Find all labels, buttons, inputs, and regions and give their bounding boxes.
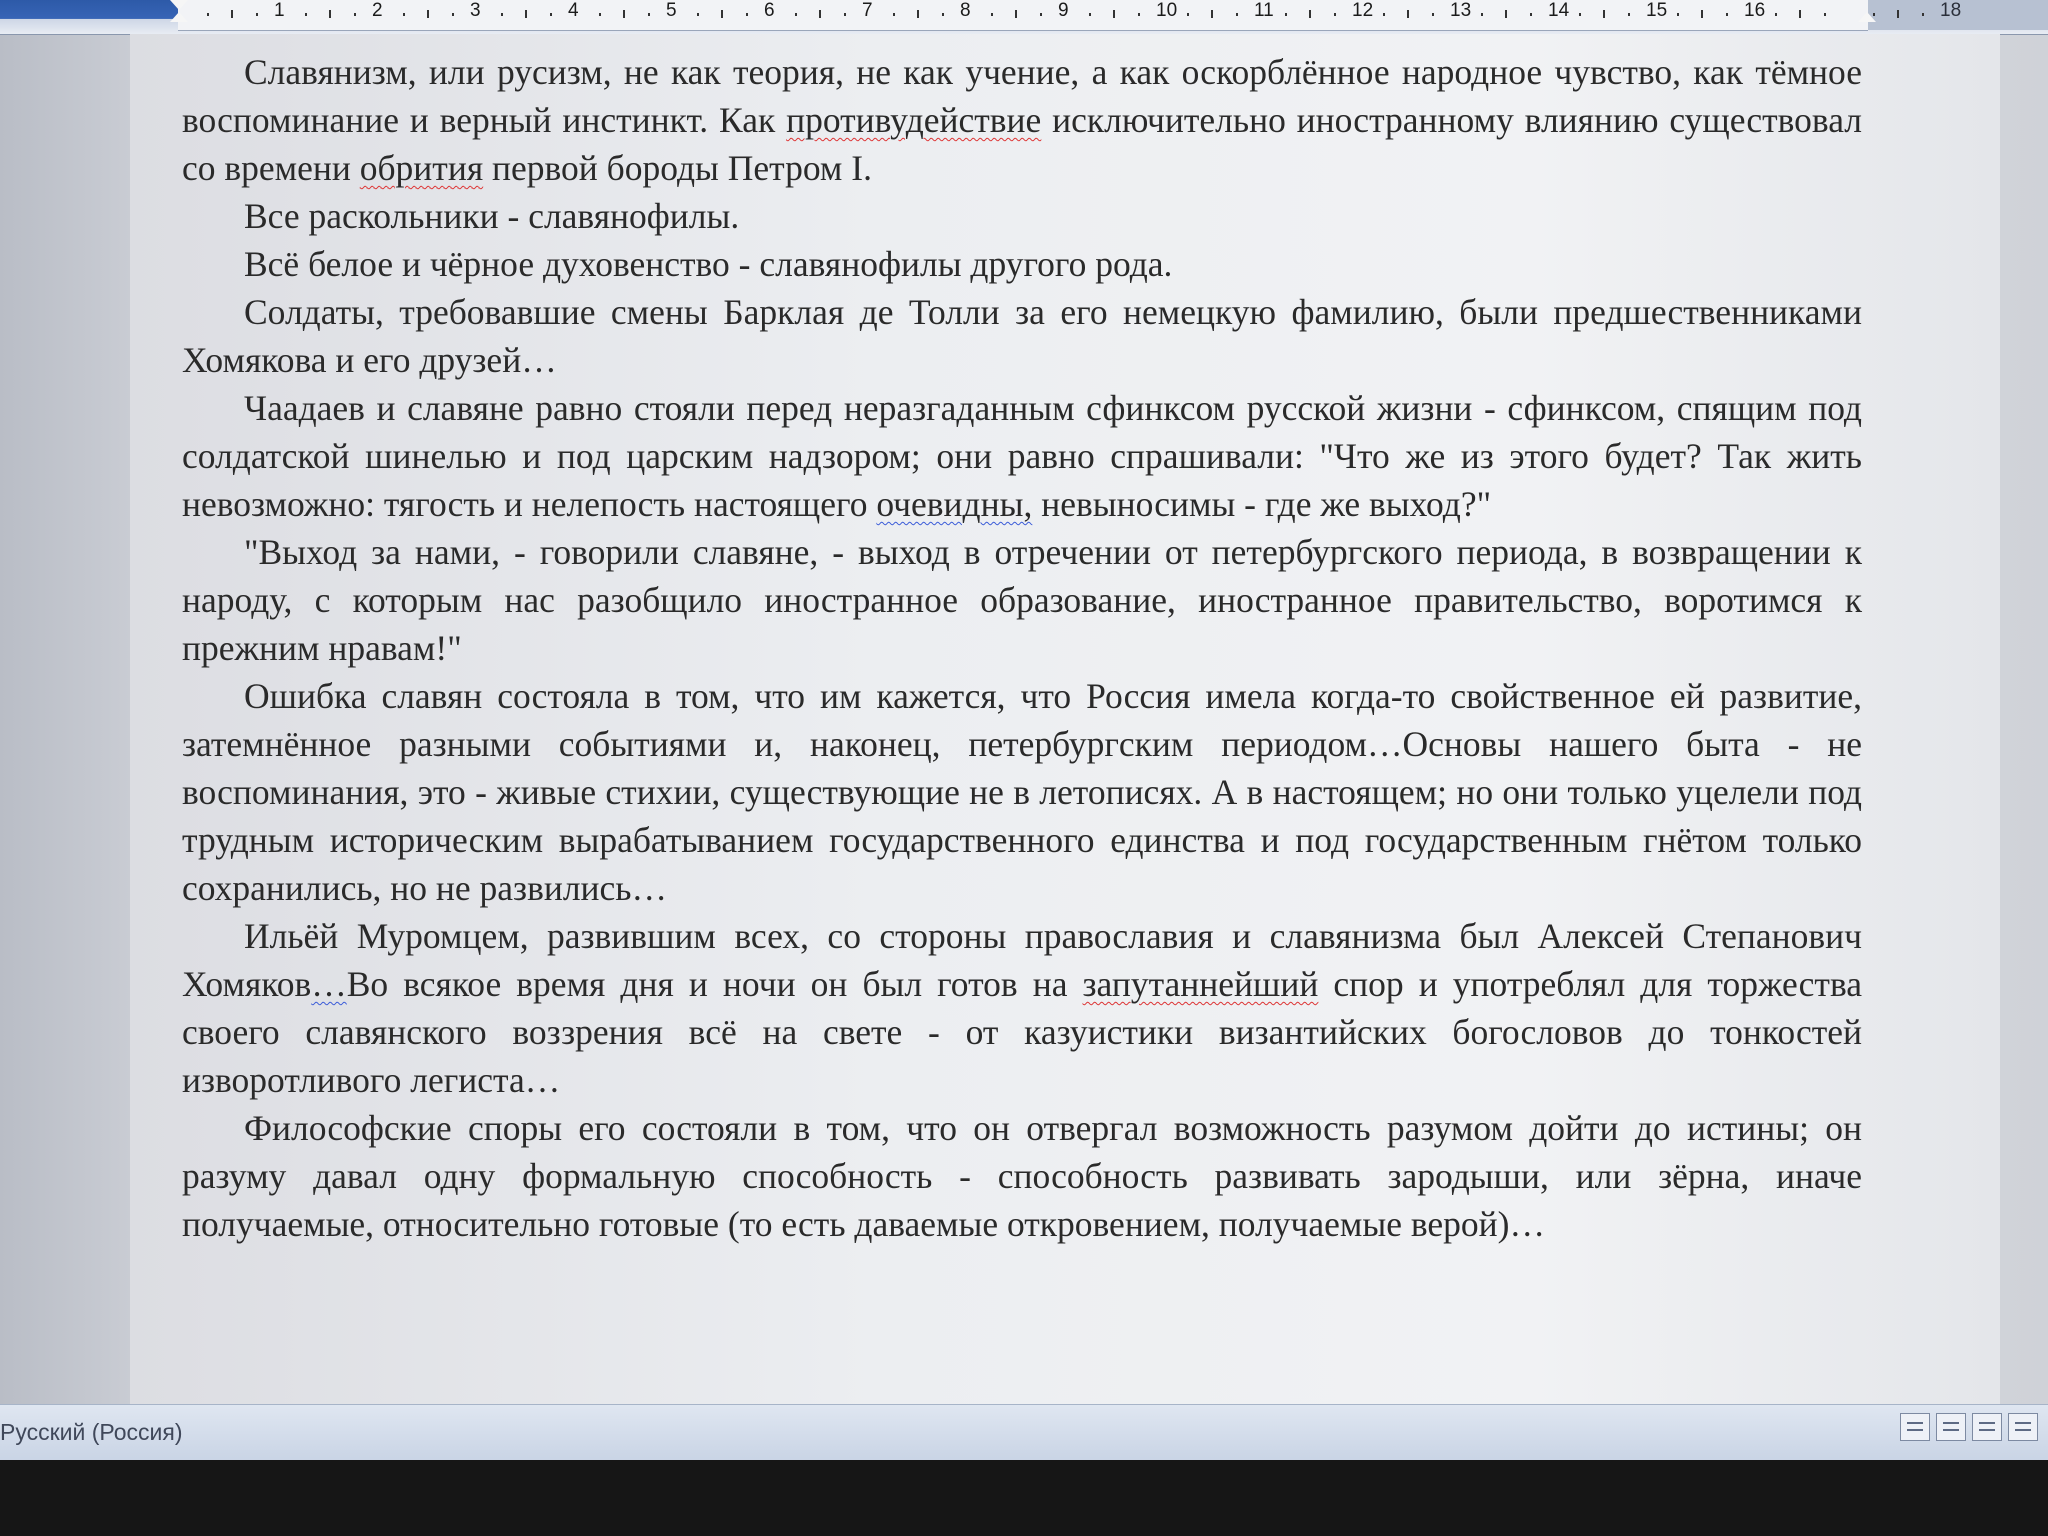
ruler-minor-tick xyxy=(1922,13,1924,16)
ruler-tick xyxy=(329,10,331,18)
ruler-tick xyxy=(1113,10,1115,18)
ruler-minor-tick xyxy=(1187,13,1189,16)
ruler-number: 6 xyxy=(764,0,775,21)
ruler-number: 3 xyxy=(470,0,481,21)
ruler-tick xyxy=(525,10,527,18)
text-run: Ильёй Муромцем, развившим всех, со стороны православия и славянизма был Алексей Степанович Хомяков xyxy=(182,916,1862,1004)
paragraph[interactable] xyxy=(182,192,1862,240)
ruler-minor-tick xyxy=(893,13,895,16)
ruler-minor-tick xyxy=(844,13,846,16)
paragraph[interactable] xyxy=(182,672,1862,912)
text-run: невыносимы - где же выход?" xyxy=(1032,484,1492,524)
web-layout-view-icon[interactable] xyxy=(1972,1413,2002,1441)
outline-view-icon[interactable] xyxy=(2008,1413,2038,1441)
text-run: спор и употреблял для торжества своего славянского воззрения всё на свете - от казуистики византийских богословов до тонкостей изворотливого легиста… xyxy=(182,964,1862,1100)
ruler-number: 8 xyxy=(960,0,971,21)
ruler-minor-tick xyxy=(501,13,503,16)
text-run: Философские споры его состояли в том, что он отвергал возможность разумом дойти до истины; он разуму давал одну формальную способность - способность развивать зародыши, или зёрна, иначе получаемые, относительно готовые (то есть даваемые откровением, получаемые верой)… xyxy=(182,1108,1862,1244)
hanging-indent-marker[interactable] xyxy=(170,12,188,22)
misspelled-word: запутаннейший xyxy=(1082,964,1319,1004)
ruler-tick xyxy=(1603,10,1605,18)
text-run: Все раскольники - славянофилы. xyxy=(244,196,740,236)
ruler-minor-tick xyxy=(648,13,650,16)
ruler-minor-tick xyxy=(1579,13,1581,16)
ruler-minor-tick xyxy=(207,13,209,16)
ruler-minor-tick xyxy=(1089,13,1091,16)
ruler-minor-tick xyxy=(452,13,454,16)
language-indicator[interactable]: Русский (Россия) xyxy=(0,1419,183,1445)
horizontal-ruler[interactable] xyxy=(0,0,2048,35)
ruler-tick xyxy=(819,10,821,18)
paragraph[interactable] xyxy=(182,1104,1862,1248)
ruler-number: 1 xyxy=(274,0,285,21)
text-run: Солдаты, требовавшие смены Барклая де Толли за его немецкую фамилию, были предшественниками Хомякова и его друзей… xyxy=(182,292,1862,380)
ruler-minor-tick xyxy=(403,13,405,16)
ruler-minor-tick xyxy=(1285,13,1287,16)
text-run: исключительно иностранному влиянию существовал со времени xyxy=(182,100,1862,188)
paragraph[interactable] xyxy=(182,384,1862,528)
ruler-tick xyxy=(721,10,723,18)
ruler-minor-tick xyxy=(1726,13,1728,16)
ruler-minor-tick xyxy=(1138,13,1140,16)
ruler-minor-tick xyxy=(991,13,993,16)
paragraph[interactable] xyxy=(182,912,1862,1104)
paragraph[interactable] xyxy=(182,528,1862,672)
ruler-minor-tick xyxy=(1040,13,1042,16)
ruler-tick xyxy=(917,10,919,18)
paragraph[interactable] xyxy=(182,240,1862,288)
ruler-minor-tick xyxy=(256,13,258,16)
ruler-minor-tick xyxy=(746,13,748,16)
ruler-number: 11 xyxy=(1254,0,1274,21)
ruler-tick xyxy=(1211,10,1213,18)
ruler-tick xyxy=(427,10,429,18)
ruler-tick xyxy=(1799,10,1801,18)
ruler-minor-tick xyxy=(354,13,356,16)
text-run: Ошибка славян состояла в том, что им кажется, что Россия имела когда-то свойственное ей развитие, затемнённое разными событиями и, наконец, петербургским периодом…Основы нашего быта - не воспоминания, это - живые стихии, существующие не в летописях. А в настоящем; но они только уцелели под трудным историческим вырабатыванием государственного единства и под государственным гнётом только сохранились, но не развились… xyxy=(182,676,1862,908)
ruler-number: 2 xyxy=(372,0,383,21)
ruler-minor-tick xyxy=(1628,13,1630,16)
ruler-minor-tick xyxy=(697,13,699,16)
ruler-tick xyxy=(1897,10,1899,18)
ruler-tick xyxy=(231,10,233,18)
print-layout-view-icon[interactable] xyxy=(1900,1413,1930,1441)
ruler-text-area xyxy=(178,0,1868,31)
ruler-number: 18 xyxy=(1940,0,1962,21)
ruler-tick xyxy=(1505,10,1507,18)
ruler-minor-tick xyxy=(795,13,797,16)
ruler-number: 16 xyxy=(1744,0,1766,21)
ruler-minor-tick xyxy=(1236,13,1238,16)
monitor-bezel xyxy=(0,1460,2048,1536)
misspelled-word: противудействие xyxy=(786,100,1042,140)
ruler-minor-tick xyxy=(1432,13,1434,16)
ruler-number: 10 xyxy=(1156,0,1178,21)
document-body[interactable] xyxy=(182,48,1862,1248)
ruler-number: 15 xyxy=(1646,0,1668,21)
ruler-number: 12 xyxy=(1352,0,1374,21)
text-run: Во всякое время дня и ночи он был готов на xyxy=(346,964,1083,1004)
ruler-number: 4 xyxy=(568,0,579,21)
ruler-tick xyxy=(1701,10,1703,18)
paragraph[interactable] xyxy=(182,48,1862,192)
ruler-minor-tick xyxy=(1530,13,1532,16)
ruler-tick xyxy=(1309,10,1311,18)
ruler-minor-tick xyxy=(942,13,944,16)
first-line-indent-marker[interactable] xyxy=(170,0,188,10)
ruler-tick xyxy=(1015,10,1017,18)
text-run: Чаадаев и славяне равно стояли перед неразгаданным сфинксом русской жизни - сфинксом, спящим под солдатской шинелью и под царским надзором; они равно спрашивали: "Что же из этого будет? Так жить невозможно: тягость и нелепость настоящего xyxy=(182,388,1862,524)
ruler-minor-tick xyxy=(550,13,552,16)
ruler-tick xyxy=(1407,10,1409,18)
text-run: "Выход за нами, - говорили славяне, - выход в отречении от петербургского периода, в возвращении к народу, с которым нас разобщило иностранное образование, иностранное правительство, воротимся к прежним нравам!" xyxy=(182,532,1862,668)
misspelled-word: очевидны, xyxy=(876,484,1033,524)
ruler-tick xyxy=(623,10,625,18)
text-run: Славянизм, или русизм, не как теория, не как учение, а как оскорблённое народное чувство, как тёмное воспоминание и верный инстинкт. Как xyxy=(182,52,1862,140)
status-bar xyxy=(0,1404,2048,1460)
ruler-minor-tick xyxy=(1775,13,1777,16)
ruler-minor-tick xyxy=(1873,13,1875,16)
misspelled-word: … xyxy=(311,964,347,1004)
ruler-number: 14 xyxy=(1548,0,1570,21)
ruler-number: 9 xyxy=(1058,0,1069,21)
ruler-number: 7 xyxy=(862,0,873,21)
text-run: первой бороды Петром I. xyxy=(483,148,872,188)
full-screen-reading-view-icon[interactable] xyxy=(1936,1413,1966,1441)
ruler-number: 5 xyxy=(666,0,677,21)
ruler-minor-tick xyxy=(599,13,601,16)
ruler-number: 13 xyxy=(1450,0,1472,21)
document-page[interactable] xyxy=(130,34,2000,1404)
paragraph[interactable] xyxy=(182,288,1862,384)
ruler-minor-tick xyxy=(1334,13,1336,16)
ruler-minor-tick xyxy=(1677,13,1679,16)
ruler-minor-tick xyxy=(305,13,307,16)
text-run: Всё белое и чёрное духовенство - славянофилы другого рода. xyxy=(244,244,1173,284)
ruler-minor-tick xyxy=(1383,13,1385,16)
misspelled-word: обрития xyxy=(359,148,484,188)
ruler-minor-tick xyxy=(1824,13,1826,16)
ruler-minor-tick xyxy=(1481,13,1483,16)
